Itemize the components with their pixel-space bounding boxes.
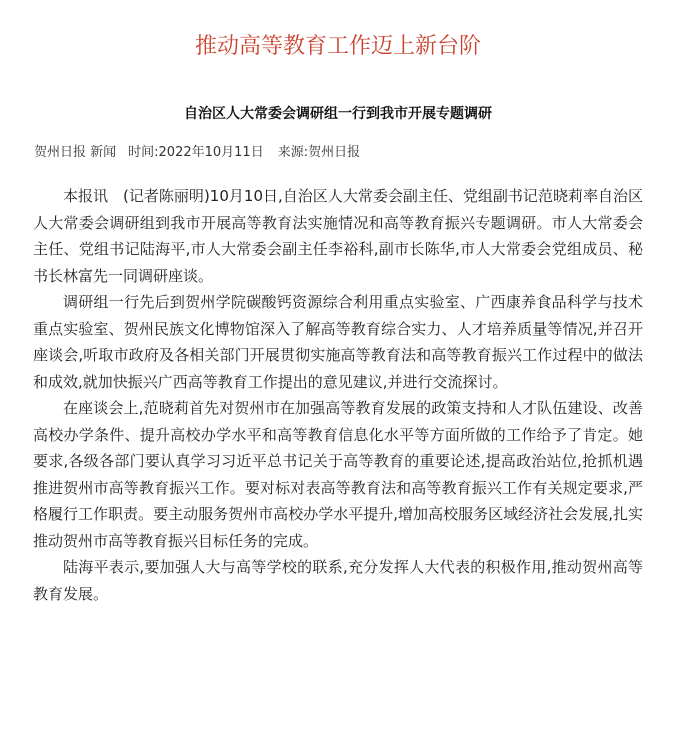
- paragraph: 本报讯 (记者陈丽明)10月10日,自治区人大常委会副主任、党组副书记范晓莉率自治区人大常委会调研组到我市开展高等教育法实施情况和高等教育振兴专题调研。市人大常委会主任、党组书记陆海平,市人大常委会副主任李裕科,副市长陈华,市人大常委会党组成员、秘书长林富先一同调研座谈。: [33, 187, 643, 285]
- article-origin: 来源:贺州日报: [277, 145, 361, 160]
- paragraph: 在座谈会上,范晓莉首先对贺州市在加强高等教育发展的政策支持和人才队伍建设、改善高校办学条件、提升高校办学水平和高等教育信息化水平等方面所做的工作给予了肯定。她要求,各级各部门要认真学习习近平总书记关于高等教育的重要论述,提高政治站位,抢抓机遇推进贺州市高等教育振兴工作。要对标对表高等教育法和高等教育振兴工作有关规定要求,严格履行工作职责。要主动服务贺州市高校办学水平提升,增加高校服务区域经济社会发展,扎实推动贺州市高等教育振兴目标任务的完成。: [33, 399, 643, 550]
- paragraph: 调研组一行先后到贺州学院碳酸钙资源综合利用重点实验室、广西康养食品科学与技术重点实验室、贺州民族文化博物馆深入了解高等教育综合实力、人才培养质量等情况,并召开座谈会,听取市政府及各相关部门开展贯彻实施高等教育法和高等教育振兴工作过程中的做法和成效,就加快振兴广西高等教育工作提出的意见建议,并进行交流探讨。: [33, 293, 643, 391]
- source-channel: 贺州日报 新闻: [34, 145, 117, 160]
- subtitle: 自治区人大常委会调研组一行到我市开展专题调研: [184, 106, 492, 122]
- article-meta: [34, 144, 360, 162]
- headline: 推动高等教育工作迈上新台阶: [194, 34, 481, 59]
- article-body: [33, 183, 643, 607]
- paragraph: 陆海平表示,要加强人大与高等学校的联系,充分发挥人大代表的积极作用,推动贺州高等教育发展。: [33, 558, 643, 603]
- publish-time: 时间:2022年10月11日: [128, 145, 264, 160]
